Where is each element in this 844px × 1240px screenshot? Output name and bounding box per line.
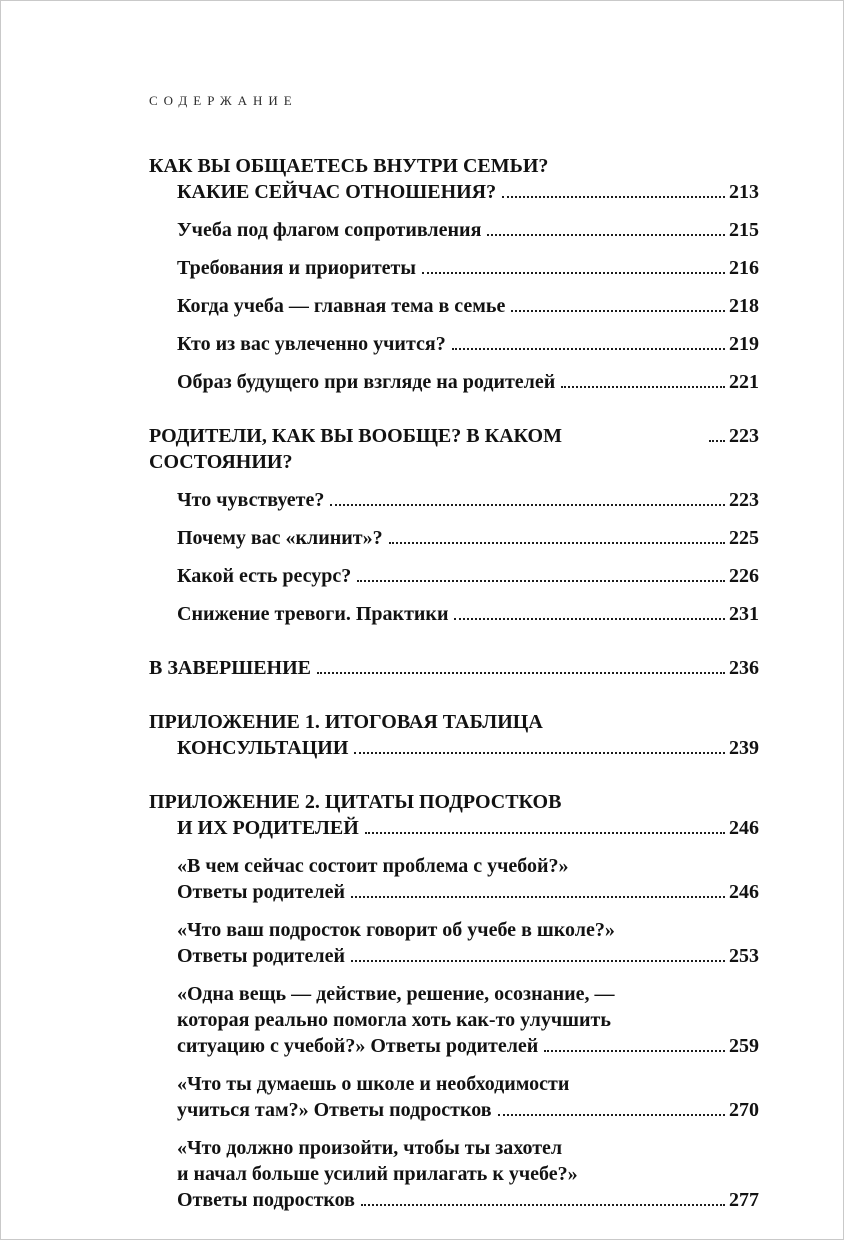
toc-entry	[149, 789, 759, 841]
toc-entry-line	[177, 217, 759, 243]
toc-page-number: 223	[729, 489, 759, 511]
toc-entry-text: «Что должно произойти, чтобы ты захотел	[177, 1137, 563, 1159]
toc-page-number: 213	[729, 181, 759, 203]
toc-page-number: 236	[729, 657, 759, 679]
toc-page-number: 277	[729, 1189, 759, 1211]
toc-entry-text: Ответы подростков	[177, 1189, 355, 1211]
dot-leader	[452, 348, 725, 350]
toc-entry-text: Когда учеба — главная тема в семье	[177, 295, 506, 317]
toc-entry-text: ПРИЛОЖЕНИЕ 2. ЦИТАТЫ ПОДРОСТКОВ	[149, 791, 562, 813]
toc-entry-line	[177, 1007, 759, 1033]
toc-entry-text: ситуацию с учебой?» Ответы родителей	[177, 1035, 539, 1057]
toc-entry-line	[177, 1135, 759, 1161]
toc-entry	[149, 369, 759, 395]
toc-entry-text: учиться там?» Ответы подростков	[177, 1099, 492, 1121]
toc-entry-line	[177, 1033, 759, 1059]
toc-page-number: 246	[729, 817, 759, 839]
toc-list	[149, 153, 759, 1213]
toc-entry-text: Учеба под флагом сопротивления	[177, 219, 482, 241]
toc-entry-line	[149, 815, 759, 841]
toc-entry-text: Какой есть ресурс?	[177, 565, 352, 587]
dot-leader	[709, 440, 725, 442]
toc-entry-line	[177, 525, 759, 551]
toc-entry-text: которая реально помогла хоть как-то улучшить	[177, 1009, 611, 1031]
toc-page-number: 225	[729, 527, 759, 549]
dot-leader	[502, 196, 725, 198]
dot-leader	[544, 1050, 725, 1052]
toc-entry	[149, 709, 759, 761]
toc-entry-text: Требования и приоритеты	[177, 257, 416, 279]
toc-entry-text: Снижение тревоги. Практики	[177, 603, 449, 625]
dot-leader	[317, 672, 725, 674]
toc-entry	[149, 525, 759, 551]
toc-entry-text: Почему вас «клинит»?	[177, 527, 383, 549]
toc-entry-line	[149, 789, 759, 815]
toc-entry-line	[177, 879, 759, 905]
toc-entry-line	[177, 601, 759, 627]
toc-entry-text: Ответы родителей	[177, 945, 346, 967]
dot-leader	[351, 960, 725, 962]
toc-entry	[149, 293, 759, 319]
toc-entry	[149, 853, 759, 905]
toc-entry	[149, 1071, 759, 1123]
toc-entry-line	[149, 735, 759, 761]
toc-entry-line	[149, 423, 759, 475]
dot-leader	[357, 580, 725, 582]
toc-entry-line	[177, 981, 759, 1007]
toc-entry-text: ПРИЛОЖЕНИЕ 1. ИТОГОВАЯ ТАБЛИЦА	[149, 711, 543, 733]
dot-leader	[361, 1204, 725, 1206]
toc-entry-text: РОДИТЕЛИ, КАК ВЫ ВООБЩЕ? В КАКОМ СОСТОЯНИИ?	[149, 425, 567, 473]
toc-entry-line	[177, 369, 759, 395]
toc-entry	[149, 331, 759, 357]
dot-leader	[511, 310, 725, 312]
toc-entry-text: Кто из вас увлеченно учится?	[177, 333, 446, 355]
dot-leader	[389, 542, 725, 544]
toc-entry-line	[177, 1187, 759, 1213]
dot-leader	[487, 234, 725, 236]
toc-entry-text: Образ будущего при взгляде на родителей	[177, 371, 556, 393]
toc-page-number: 218	[729, 295, 759, 317]
toc-entry-text: В ЗАВЕРШЕНИЕ	[149, 657, 311, 679]
toc-entry-text: «В чем сейчас состоит проблема с учебой?»	[177, 855, 569, 877]
toc-entry	[149, 655, 759, 681]
dot-leader	[351, 896, 725, 898]
dot-leader	[454, 618, 725, 620]
toc-entry-text: Что чувствуете?	[177, 489, 325, 511]
toc-entry-text: и начал больше усилий прилагать к учебе?»	[177, 1163, 578, 1185]
dot-leader	[365, 832, 725, 834]
toc-page-number: 219	[729, 333, 759, 355]
dot-leader	[422, 272, 725, 274]
toc-entry-text: КАКИЕ СЕЙЧАС ОТНОШЕНИЯ?	[177, 181, 497, 203]
toc-entry-line	[177, 1161, 759, 1187]
toc-entry-line	[149, 179, 759, 205]
toc-entry	[149, 153, 759, 205]
toc-entry-text: «Что ваш подросток говорит об учебе в школе?»	[177, 919, 615, 941]
toc-entry	[149, 423, 759, 475]
toc-entry	[149, 1135, 759, 1213]
toc-entry-line	[177, 1097, 759, 1123]
toc-entry-line	[177, 563, 759, 589]
toc-entry	[149, 981, 759, 1059]
toc-page-number: 216	[729, 257, 759, 279]
toc-entry-line	[149, 655, 759, 681]
toc-entry-line	[177, 487, 759, 513]
toc-entry-text: Ответы родителей	[177, 881, 346, 903]
toc-entry	[149, 601, 759, 627]
toc-entry	[149, 217, 759, 243]
toc-entry-text: КАК ВЫ ОБЩАЕТЕСЬ ВНУТРИ СЕМЬИ?	[149, 155, 549, 177]
dot-leader	[354, 752, 725, 754]
toc-page-number: 246	[729, 881, 759, 903]
toc-entry-text: «Что ты думаешь о школе и необходимости	[177, 1073, 570, 1095]
toc-page-number: 226	[729, 565, 759, 587]
toc-page-number: 231	[729, 603, 759, 625]
toc-entry	[149, 487, 759, 513]
toc-page-number: 270	[729, 1099, 759, 1121]
toc-entry-line	[177, 1071, 759, 1097]
toc-entry-line	[149, 153, 759, 179]
toc-entry-text: КОНСУЛЬТАЦИИ	[177, 737, 349, 759]
dot-leader	[561, 386, 725, 388]
toc-entry	[149, 255, 759, 281]
toc-page-number: 239	[729, 737, 759, 759]
toc-entry-text: И ИХ РОДИТЕЛЕЙ	[177, 817, 359, 839]
toc-page-number: 223	[729, 425, 759, 447]
toc-entry	[149, 917, 759, 969]
contents-header: СОДЕРЖАНИЕ	[149, 93, 298, 108]
toc-entry	[149, 563, 759, 589]
toc-entry-line	[177, 293, 759, 319]
toc-page-number: 221	[729, 371, 759, 393]
toc-entry-line	[149, 709, 759, 735]
toc-entry-line	[177, 943, 759, 969]
toc-page-number: 215	[729, 219, 759, 241]
toc-entry-text: «Одна вещь — действие, решение, осознание, —	[177, 983, 615, 1005]
toc-entry-line	[177, 917, 759, 943]
toc-page-number: 253	[729, 945, 759, 967]
dot-leader	[498, 1114, 725, 1116]
dot-leader	[330, 504, 725, 506]
toc-entry-line	[177, 331, 759, 357]
toc-entry-line	[177, 255, 759, 281]
toc-page-number: 259	[729, 1035, 759, 1057]
toc-entry-line	[177, 853, 759, 879]
